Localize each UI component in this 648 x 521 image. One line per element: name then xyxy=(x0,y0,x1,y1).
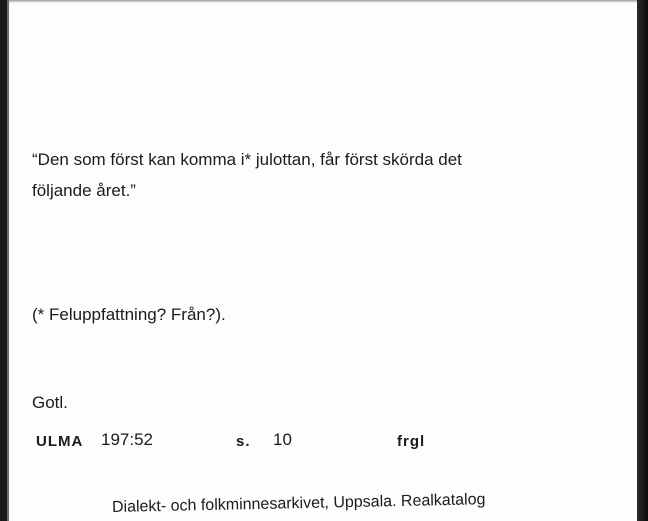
page-number: 10 xyxy=(273,430,292,449)
archive-card xyxy=(7,0,637,521)
archive-code: ULMA xyxy=(36,433,84,450)
region-label: Gotl. xyxy=(32,393,68,412)
archive-footer: Dialekt- och folkminnesarkivet, Uppsala. Realkatalog xyxy=(111,491,486,516)
page-prefix: s. xyxy=(236,433,251,450)
record-number: 197:52 xyxy=(101,430,153,449)
quote-line-1: “Den som först kan komma i* julottan, får först skörda det xyxy=(32,150,462,169)
note: (* Feluppfattning? Från?). xyxy=(32,305,226,324)
category-code: frgl xyxy=(397,433,426,450)
scan-edge-shadow xyxy=(637,0,648,521)
quote-line-2: följande året.” xyxy=(32,181,136,200)
card-top-shadow xyxy=(9,0,637,3)
